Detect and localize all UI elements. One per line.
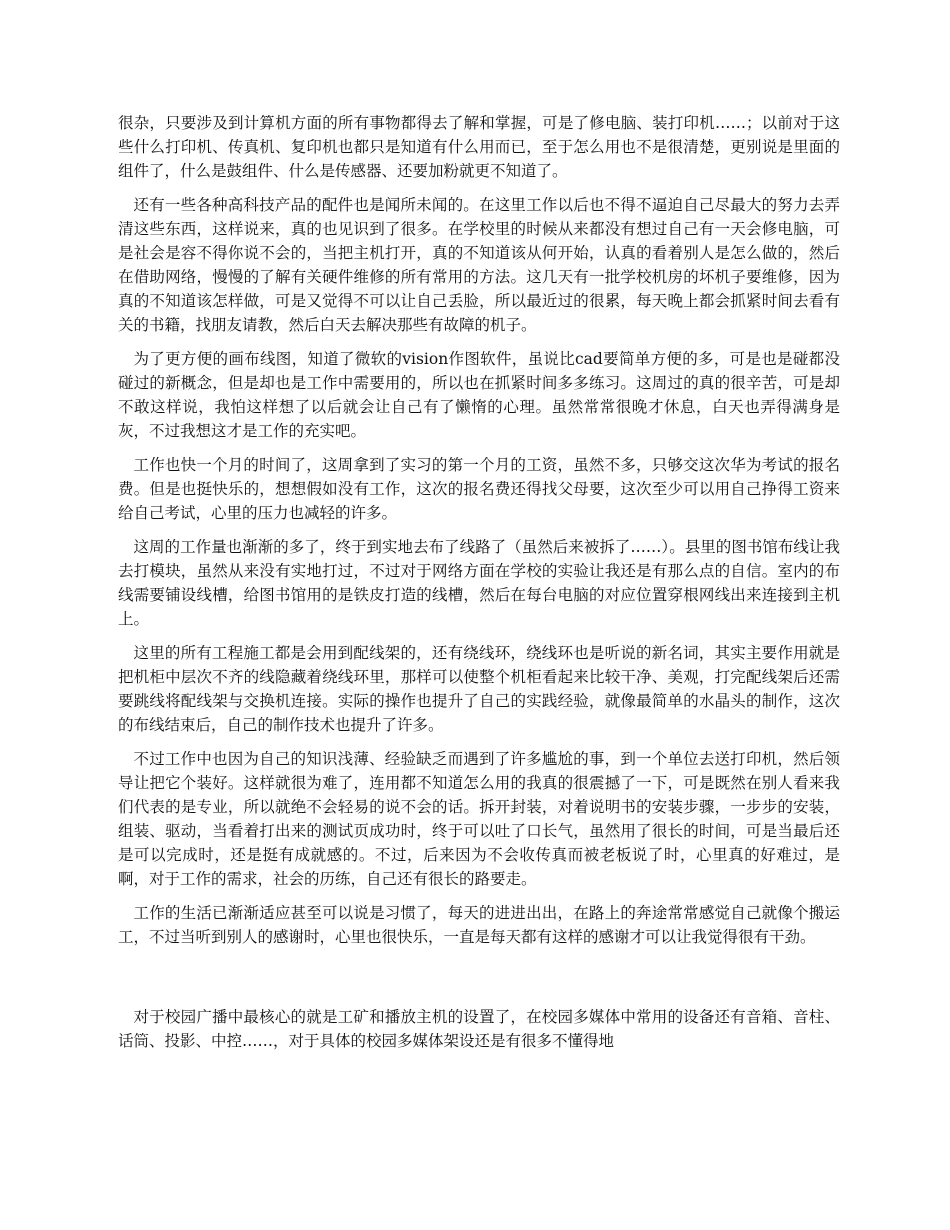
document-page xyxy=(118,111,840,1063)
paragraph: 对于校园广播中最核心的就是工矿和播放主机的设置了，在校园多媒体中常用的设备还有音箱、音柱、话筒、投影、中控……，对于具体的校园多媒体架设还是有很多不懂得地 xyxy=(118,1008,840,1050)
paragraph: 为了更方便的画布线图，知道了微软的vision作图软件，虽说比cad要简单方便的多，可是也是碰都没碰过的新概念，但是却也是工作中需要用的，所以也在抓紧时间多多练习。这周过的真的很辛苦，可是却不敢这样说，我怕这样想了以后就会让自己有了懒惰的心理。虽然常常很晚才休息，白天也弄得满身是灰，不过我想这才是工作的充实吧。 xyxy=(118,350,840,440)
paragraph: 这周的工作量也渐渐的多了，终于到实地去布了线路了（虽然后来被拆了……）。县里的图书馆布线让我去打模块，虽然从来没有实地打过，不过对于网络方面在学校的实验让我还是有那么点的自信。室内的布线需要铺设线槽，给图书馆用的是铁皮打造的线槽，然后在每台电脑的对应位置穿根网线出来连接到主机上。 xyxy=(118,538,840,628)
paragraph: 工作的生活已渐渐适应甚至可以说是习惯了，每天的进进出出，在路上的奔途常常感觉自己就像个搬运工，不过当听到别人的感谢时，心里也很快乐，一直是每天都有这样的感谢才可以让我觉得很有干劲。 xyxy=(118,904,840,946)
section-gap xyxy=(118,959,840,1005)
paragraph: 这里的所有工程施工都是会用到配线架的，还有绕线环，绕线环也是听说的新名词，其实主要作用就是把机柜中层次不齐的线隐藏着绕线环里，那样可以使整个机柜看起来比较干净、美观，打完配线架后还需要跳线将配线架与交换机连接。实际的操作也提升了自己的实践经验，就像最简单的水晶头的制作，这次的布线结束后，自己的制作技术也提升了许多。 xyxy=(118,644,840,734)
paragraph: 很杂，只要涉及到计算机方面的所有事物都得去了解和掌握，可是了修电脑、装打印机……；以前对于这些什么打印机、传真机、复印机也都只是知道有什么用而已，至于怎么用也不是很清楚，更别说是里面的组件了，什么是鼓组件、什么是传感器、还要加粉就更不知道了。 xyxy=(118,114,840,180)
paragraph: 还有一些各种高科技产品的配件也是闻所未闻的。在这里工作以后也不得不逼迫自己尽最大的努力去弄清这些东西，这样说来，真的也见识到了很多。在学校里的时候从来都没有想过自己有一天会修电脑，可是社会是容不得你说不会的，当把主机打开，真的不知道该从何开始，认真的看着别人是怎么做的，然后在借助网络，慢慢的了解有关硬件维修的所有常用的方法。这几天有一批学校机房的坏机子要维修，因为真的不知道该怎样做，可是又觉得不可以让自己丢脸，所以最近过的很累，每天晚上都会抓紧时间去看有关的书籍，找朋友请教，然后白天去解决那些有故障的机子。 xyxy=(118,196,840,334)
paragraph: 工作也快一个月的时间了，这周拿到了实习的第一个月的工资，虽然不多，只够交这次华为考试的报名费。但是也挺快乐的，想想假如没有工作，这次的报名费还得找父母要，这次至少可以用自己挣得工资来给自己考试，心里的压力也减轻的许多。 xyxy=(118,456,840,522)
paragraph: 不过工作中也因为自己的知识浅薄、经验缺乏而遇到了许多尴尬的事，到一个单位去送打印机，然后领导让把它个装好。这样就很为难了，连用都不知道怎么用的我真的很震撼了一下，可是既然在别人看来我们代表的是专业，所以就绝不会轻易的说不会的话。拆开封装，对着说明书的安装步骤，一步步的安装，组装、驱动，当看着打出来的测试页成功时，终于可以吐了口长气，虽然用了很长的时间，可是当最后还是可以完成时，还是挺有成就感的。不过，后来因为不会收传真而被老板说了时，心里真的好难过，是啊，对于工作的需求，社会的历练，自己还有很长的路要走。 xyxy=(118,750,840,888)
